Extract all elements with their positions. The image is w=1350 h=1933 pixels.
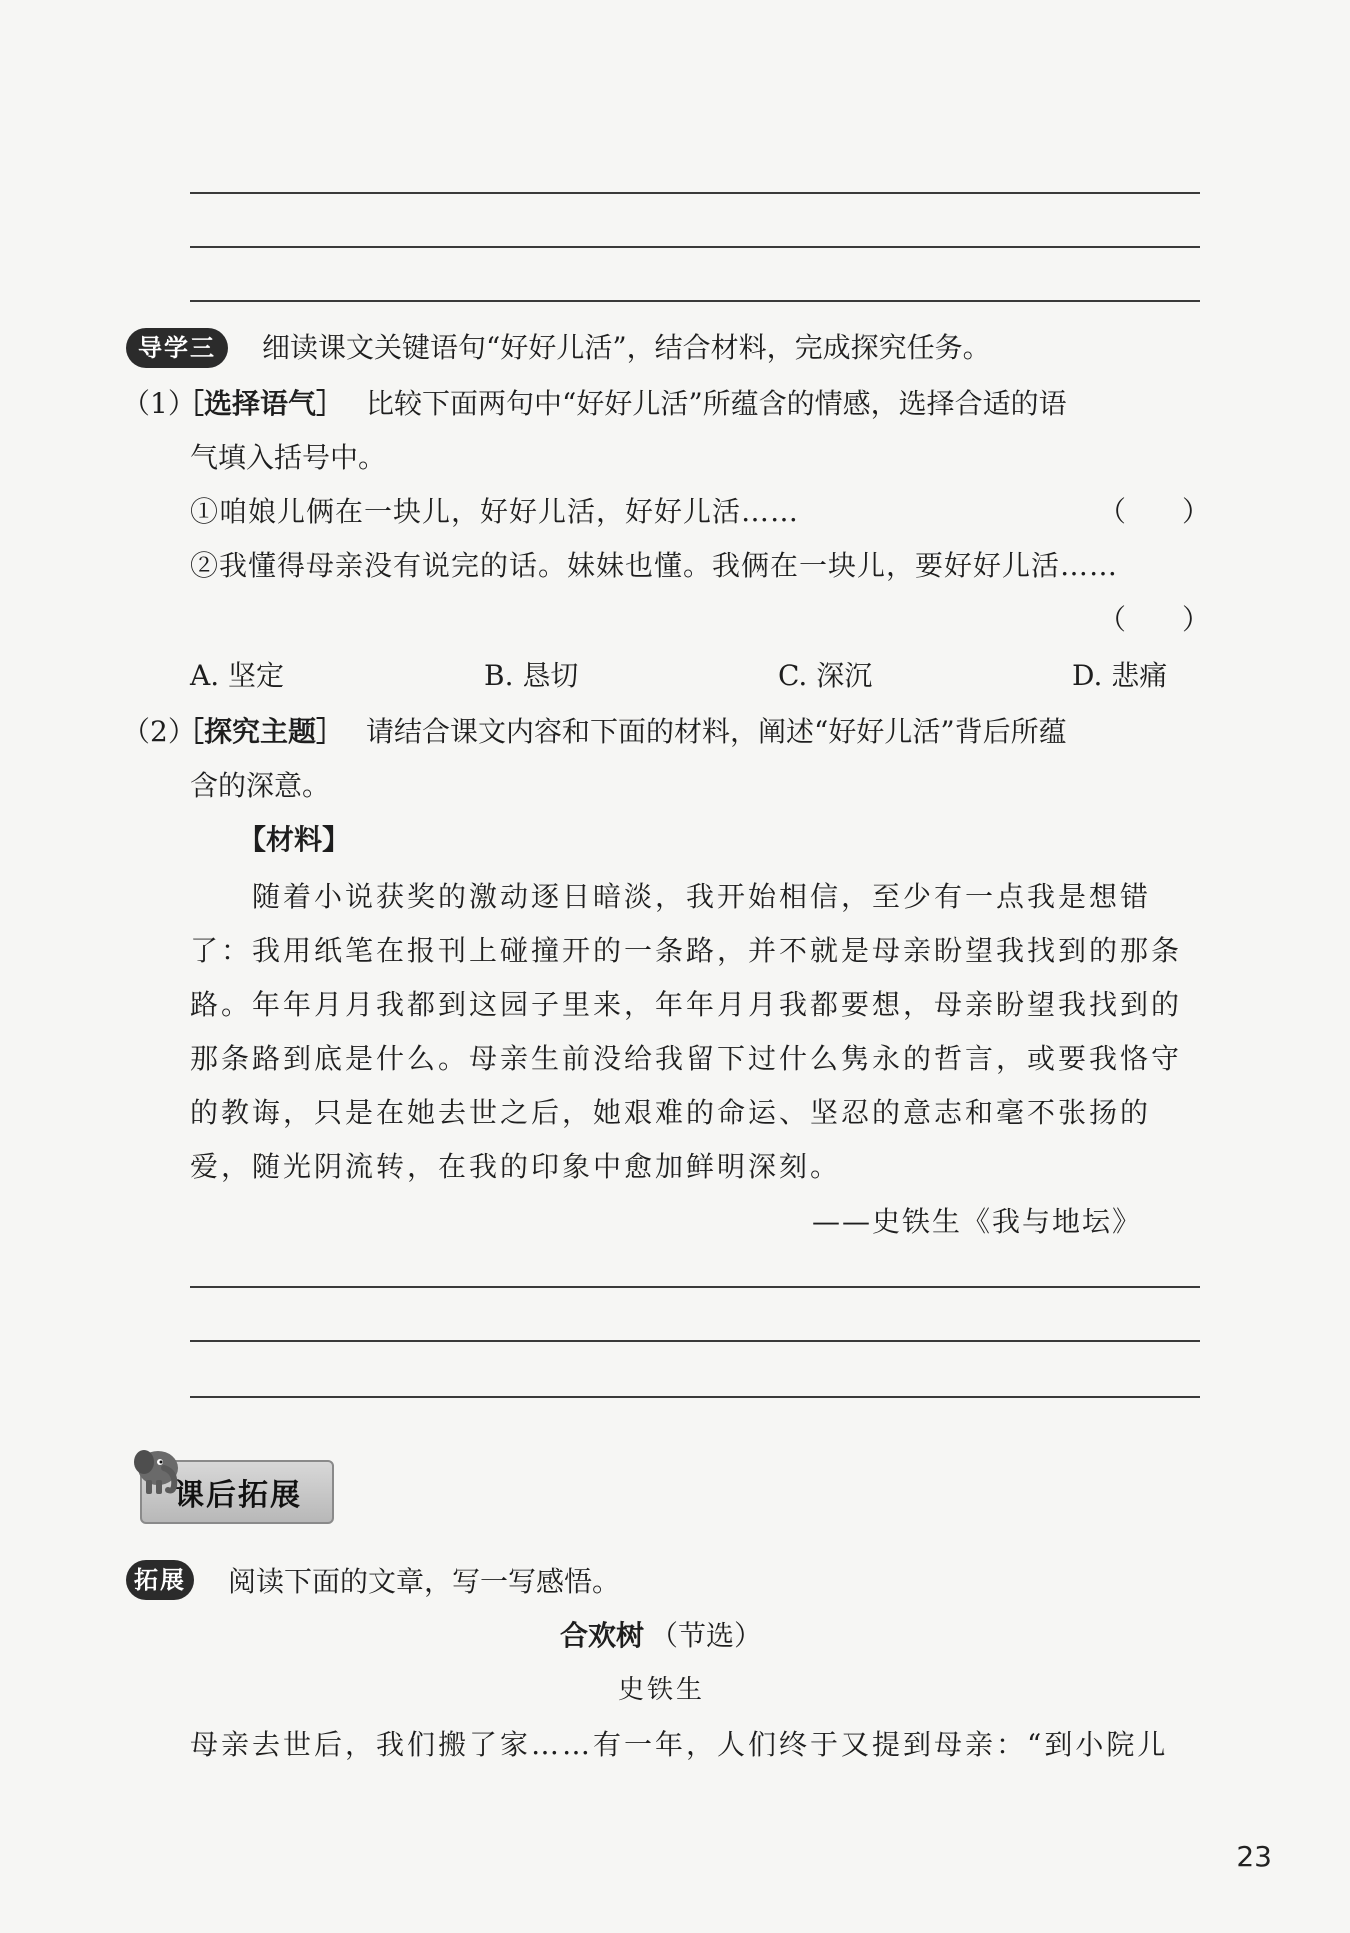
q1-text-line2: 气填入括号中。 bbox=[190, 441, 387, 474]
material-line: 那条路到底是什么。母亲生前没给我留下过什么隽永的哲言，或要我恪守 bbox=[190, 1042, 1183, 1075]
extension-badge: 拓展 bbox=[126, 1560, 194, 1600]
extension-instruction: 阅读下面的文章，写一写感悟。 bbox=[228, 1565, 621, 1598]
q1-option-d: D. 悲痛 bbox=[1072, 659, 1168, 692]
answer-line bbox=[190, 1340, 1200, 1342]
answer-line bbox=[190, 1286, 1200, 1288]
q1-option-a: A. 坚定 bbox=[190, 659, 285, 692]
elephant-icon bbox=[128, 1438, 188, 1502]
q2-text-line1: 请结合课文内容和下面的材料，阐述“好好儿活”背后所蕴 bbox=[366, 715, 1067, 748]
article-note: （节选） bbox=[650, 1619, 763, 1652]
answer-line bbox=[190, 300, 1200, 302]
article-author: 史铁生 bbox=[618, 1675, 706, 1705]
q1-item1: ①咱娘儿俩在一块儿，好好儿活，好好儿活…… bbox=[190, 495, 800, 528]
material-line: 随着小说获奖的激动逐日暗淡，我开始相信，至少有一点我是想错 bbox=[252, 880, 1152, 913]
guide-badge: 导学三 bbox=[126, 328, 228, 368]
q2-number: （2） bbox=[122, 715, 196, 748]
q1-option-c: C. 深沉 bbox=[778, 659, 873, 692]
q2-tag: ［探究主题］ bbox=[176, 715, 345, 748]
material-label: 【材料】 bbox=[238, 823, 351, 856]
article-first-line: 母亲去世后，我们搬了家……有一年，人们终于又提到母亲：“到小院儿 bbox=[190, 1728, 1169, 1761]
material-line: 了：我用纸笔在报刊上碰撞开的一条路，并不就是母亲盼望我找到的那条 bbox=[190, 934, 1183, 967]
article-title: 合欢树 bbox=[560, 1619, 645, 1652]
q1-item2: ②我懂得母亲没有说完的话。妹妹也懂。我俩在一块儿，要好好儿活…… bbox=[190, 549, 1119, 582]
q1-option-b: B. 恳切 bbox=[484, 659, 579, 692]
page-number: 23 bbox=[1236, 1840, 1272, 1873]
section-title: 课后拓展 bbox=[174, 1478, 302, 1513]
material-line: 的教诲，只是在她去世之后，她艰难的命运、坚忍的意志和毫不张扬的 bbox=[190, 1096, 1152, 1129]
q1-item2-blank[interactable]: （ ） bbox=[1098, 603, 1211, 636]
q2-text-line2: 含的深意。 bbox=[190, 769, 331, 802]
q1-number: （1） bbox=[122, 387, 196, 420]
answer-line bbox=[190, 246, 1200, 248]
answer-line bbox=[190, 192, 1200, 194]
answer-line bbox=[190, 1396, 1200, 1398]
guide-instruction: 细读课文关键语句“好好儿活”，结合材料，完成探究任务。 bbox=[262, 331, 991, 364]
q1-tag: ［选择语气］ bbox=[176, 387, 345, 420]
q1-text-line1: 比较下面两句中“好好儿活”所蕴含的情感，选择合适的语 bbox=[366, 387, 1067, 420]
material-line: 路。年年月月我都到这园子里来，年年月月我都要想，母亲盼望我找到的 bbox=[190, 988, 1183, 1021]
material-source: ——史铁生《我与地坛》 bbox=[812, 1205, 1143, 1238]
q1-item1-blank[interactable]: （ ） bbox=[1098, 495, 1211, 528]
material-line: 爱，随光阴流转，在我的印象中愈加鲜明深刻。 bbox=[190, 1150, 842, 1183]
